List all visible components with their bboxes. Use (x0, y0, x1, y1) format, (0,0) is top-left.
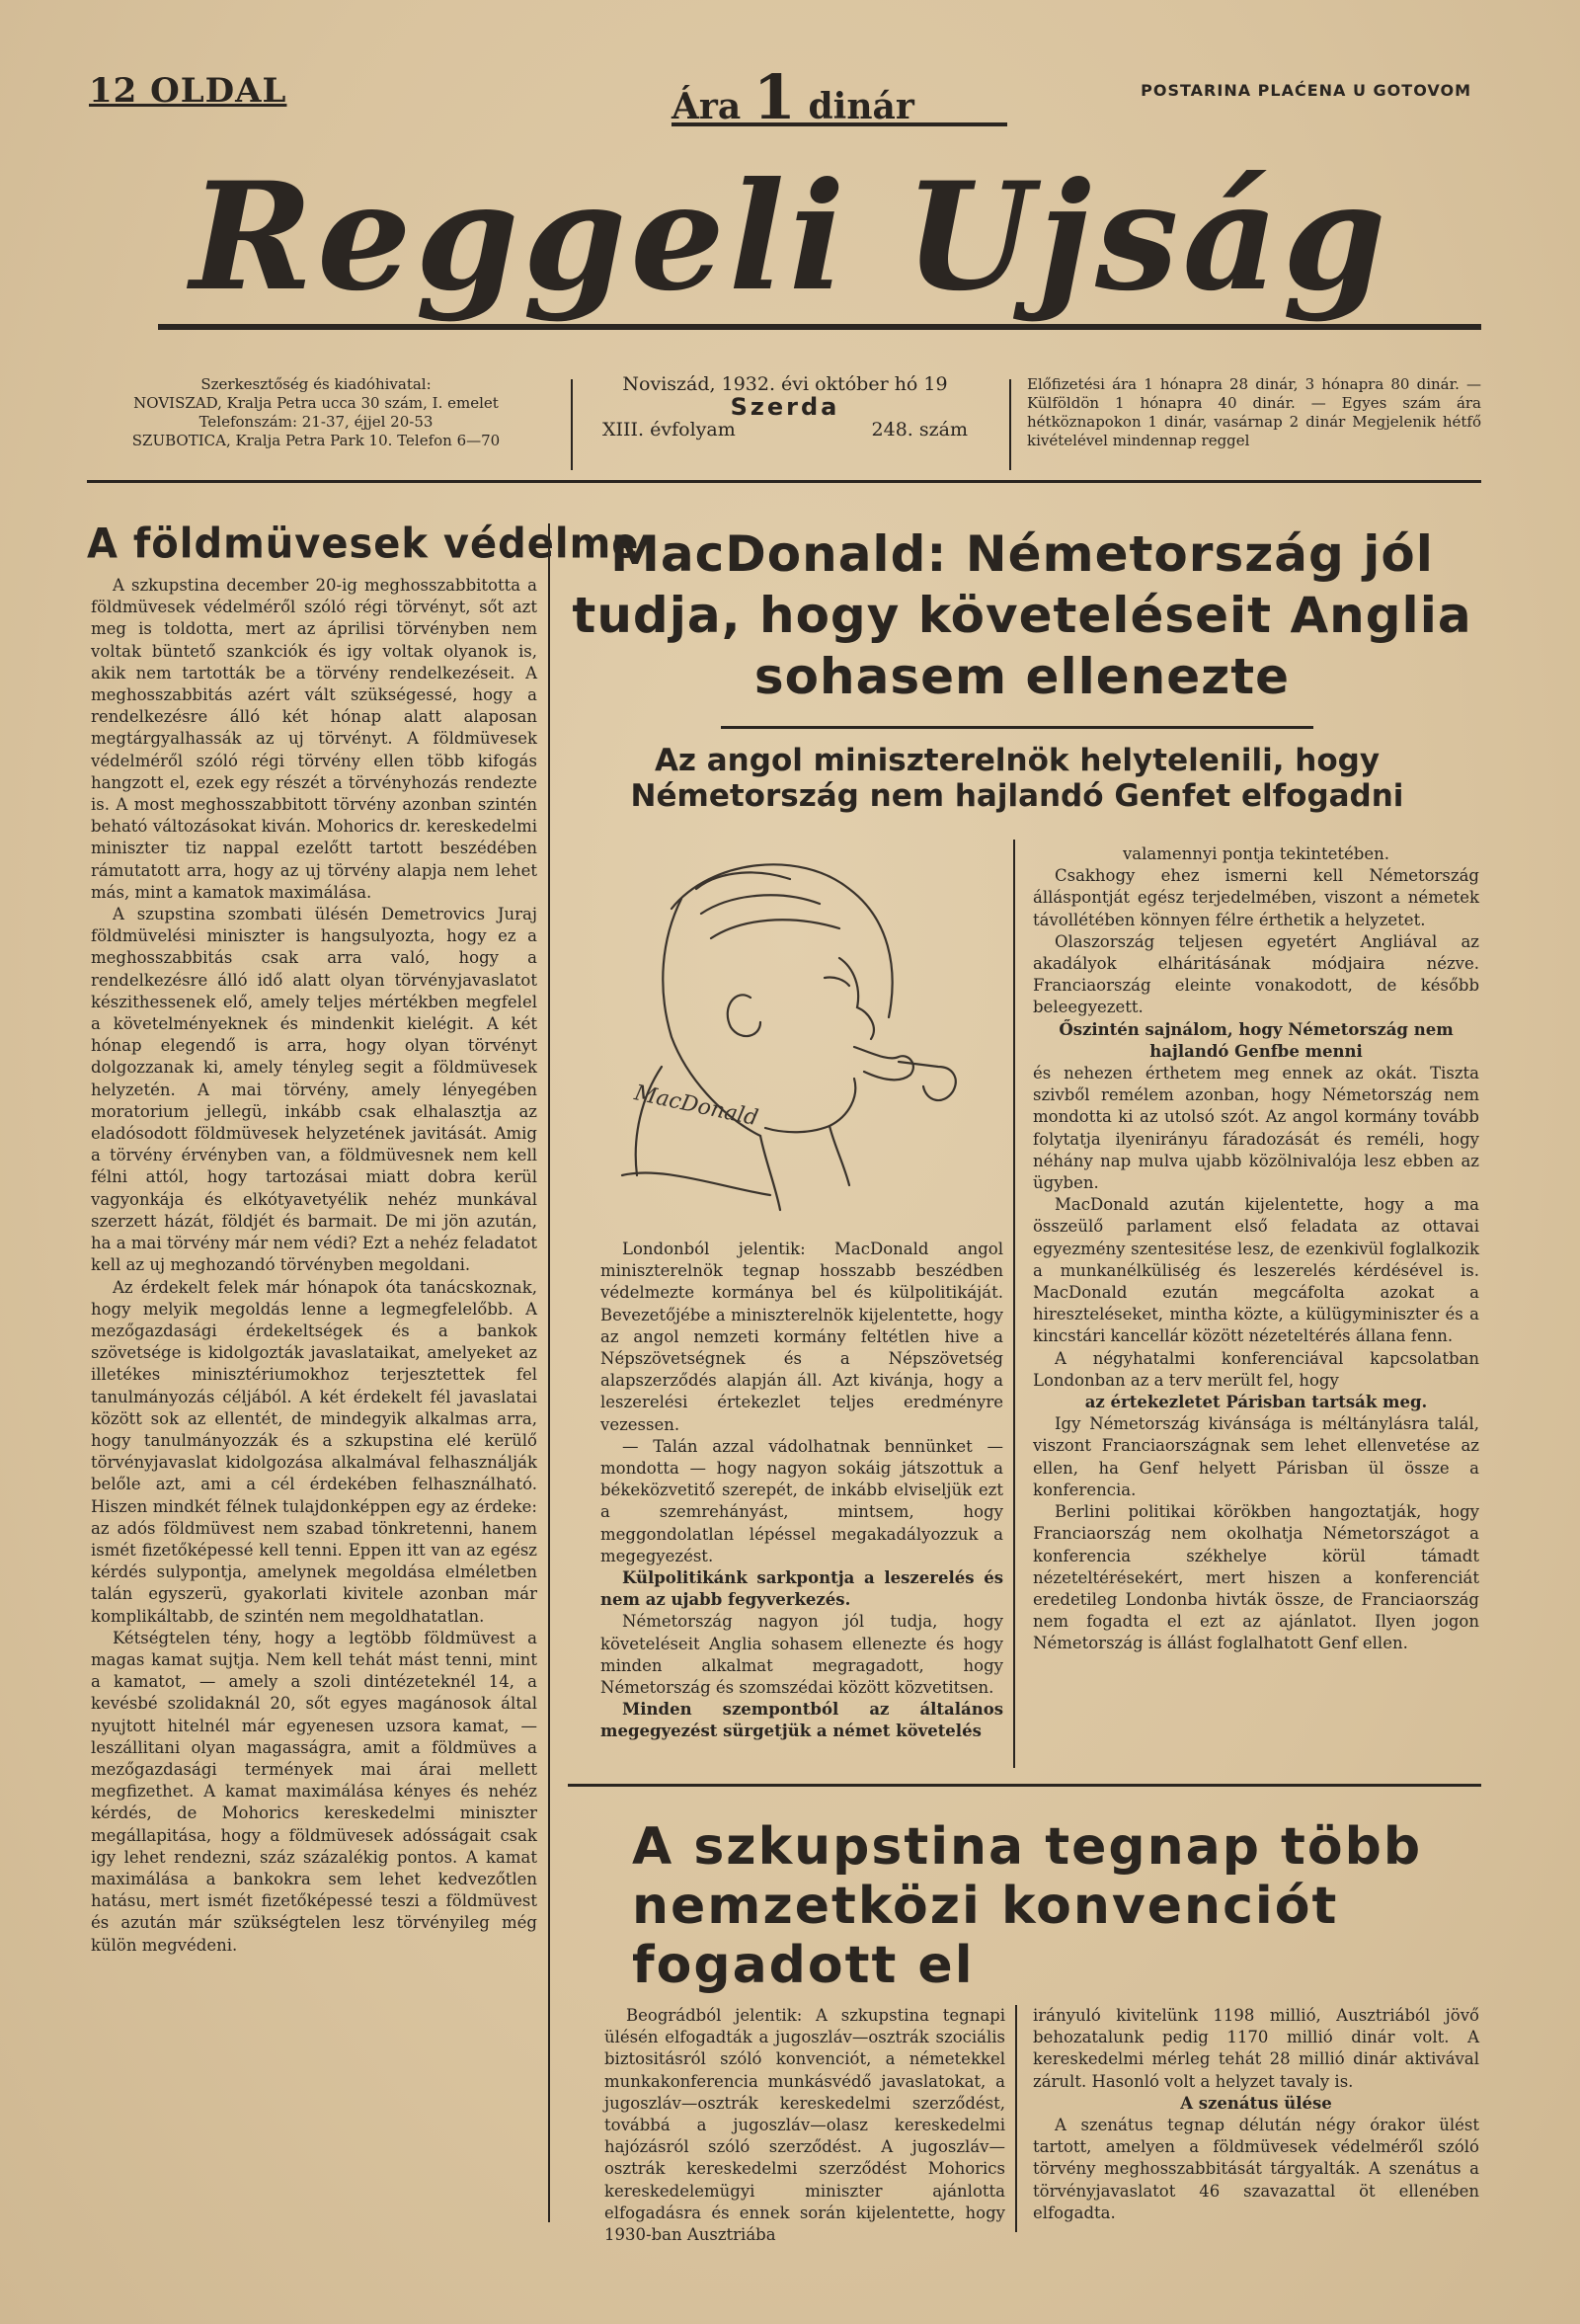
column-divider (1015, 2005, 1017, 2232)
paragraph: irányuló kivitelünk 1198 millió, Ausztriából jövő behozatalunk pedig 1170 millió dinár volt. A kereskedelmi mérleg tehát 28 millió dinár aktivával zárult. Hasonló volt a helyzet tavaly is. (1033, 2006, 1479, 2091)
paragraph: A szenátus tegnap délután négy órakor ülést tartott, amelyen a földmüvesek védelméről szóló törvény meghosszabbitását tárgyalták. A szenátus a törvényjavaslatot 46 szavazattal öt ellenében elfogadta. (1033, 2116, 1479, 2222)
paragraph: Németország nagyon jól tudja, hogy követeléseit Anglia sohasem ellenezte és hogy minden alkalmat megragadott, hogy Németország és szomszédai között közvetitsen. (600, 1612, 1003, 1698)
info-bottom-rule (87, 480, 1481, 483)
left-article-body (91, 575, 537, 1957)
paragraph: MacDonald azután kijelentette, hogy a ma összeülő parlament első feladata az ottavai egyezmény szentesitése lesz, de ezenkivül foglalkozik a munkanélküliség és leszerelés kérdésével is. MacDonald ezután megcáfolta azokat a hireszteléseket, mintha közte, a külügyminiszter és a kincstári kancellár között nézeteltérés állana fenn. (1033, 1195, 1479, 1346)
paragraph: Csakhogy ehez ismerni kell Németország álláspontját egész terjedelmében, viszont a németek távollétében könnyen félre érthetik a helyzetet. (1033, 866, 1479, 929)
sketch-signature: MacDonald (632, 1081, 760, 1132)
column-divider (548, 523, 550, 2222)
paragraph: Berlini politikai körökben hangoztatják, hogy Franciaország nem okolhatja Németországot a konferencia székhelye körül támadt nézeteltérésekért, mert hiszen a konferenciát eredetileg Londonba hivták össze, de Franciaország nem fogadta el ezt az ajánlatot. Ilyen jogon Németország is állást foglalhatott Genf ellen. (1033, 1502, 1479, 1653)
info-divider (571, 379, 573, 470)
paragraph: Külpolitikánk sarkpontja a leszerelés és nem az ujabb fegyverkezés. (600, 1568, 1003, 1610)
paragraph: Minden szempontból az általános megegyezést sürgetjük a német követelés (600, 1700, 1003, 1741)
bottom-article-col1 (604, 2005, 1005, 2246)
paragraph: A szkupstina december 20-ig meghosszabbitotta a földmüvesek védelméről szóló régi törvényt, sőt azt meg is toldotta, mert az áprilisi törvényben nem voltak büntető szankciók és igy voltak olyanok is, akik nem tartották be a törvény rendelkezéseit. A meghosszabbitás azért vált szükségessé, hogy a rendelkezésre álló két hónap alatt alaposan megtárgyalhassák az uj törvényt. A földmüvesek védelméről szóló régi törvény ellen több kifogás hangzott el, ezek egy részét a törvényhozás rendezte is. A most meghosszabbitott törvény azonban szintén beható változásokat kiván. Mohorics dr. kereskedelmi miniszter tiz nappal ezelőtt tartott beszédében rámutatott arra, hogy az uj törvény alapja nem lehet más, mint a kamatok maximálása. (91, 576, 537, 902)
left-article-headline: A földmüvesek védelme (87, 520, 640, 569)
issue-volume: XIII. évfolyam (602, 419, 736, 441)
paragraph: valamennyi pontja tekintetében. (1122, 844, 1390, 863)
column-divider (1013, 840, 1015, 1768)
paragraph: Őszintén sajnálom, hogy Németország nem hajlandó Genfbe menni (1059, 1019, 1454, 1061)
main-article-col1 (600, 1239, 1003, 1743)
subheadline-rule (721, 726, 1313, 729)
editorial-line: Telefonszám: 21-37, éjjel 20-53 (198, 413, 434, 431)
main-article-subheadline: Az angol miniszterelnök helytelenili, hogy Németország nem hajlandó Genfet elfogadni (630, 743, 1404, 814)
bottom-article-col2 (1033, 2005, 1479, 2224)
price-underline (672, 122, 1007, 126)
editorial-line: SZUBOTICA, Kralja Petra Park 10. Telefon 6—70 (131, 432, 501, 449)
issue-info (602, 375, 968, 484)
paragraph: — Talán azzal vádolhatnak bennünket — mondotta — hogy nagyon sokáig játszottuk a békeközvetitő szerepét, de inkább elviseljük ezt a szemrehányást, mintsem, hogy meggondolatlan lépéssel megakadályozzuk a megegyezést. (600, 1436, 1003, 1565)
masthead (59, 138, 1521, 336)
main-article-col2 (1033, 843, 1479, 1655)
page-number: 12 OLDAL (89, 71, 287, 111)
editorial-line: Szerkesztőség és kiadóhivatal: (200, 375, 432, 393)
editorial-line: NOVISZAD, Kralja Petra ucca 30 szám, I. emelet (133, 394, 499, 412)
macdonald-portrait-sketch (602, 820, 988, 1215)
price-number: 1 (752, 61, 796, 133)
info-divider (1009, 379, 1011, 470)
issue-numbers (602, 421, 968, 440)
paragraph: Olaszország teljesen egyetért Angliával az akadályok elháritásának módjaira nézve. Franciaország eleinte vonakodott, de később beleegyezett. (1033, 931, 1479, 1017)
paragraph: és nehezen érthetem meg ennek az okát. Tiszta szivből remélem azonban, hogy Németország nem mondotta ki az utolsó szót. Az angol kormány tovább folytatja ilyenirányu fáradozását és reméli, hogy néhány nap mulva ujabb közölnivalója lesz ebben az ügyben. (1033, 1064, 1479, 1193)
paragraph: Kétségtelen tény, hogy a legtöbb földmüvest a magas kamat sujtja. Nem kell tehát mást tenni, mint a kamatot, — amely a szoli dintézeteknél 14, a kevésbé szolidaknál 20, sőt egyes magánosok által nyujtott hitelnél már egyenesen uzsora kamat, — leszállitani olyan magasságra, amit a földmüves a mezőgazdasági termények mai árai mellett megfizethet. A kamat maximálása kényes és nehéz kérdés, de Mohorics kereskedelmi miniszter megállapitása, hogy a földmüvesek adósságait csak igy lehet rendezni, száz százalékig pontos. A kamat maximálása a bankokra sem lehet kedvezőtlen hatásu, mert ismét fizetőképessé teszi a földmüvest és azután már szükségtelen lesz törvényileg még külön megvédeni. (91, 1628, 537, 1955)
top-bar (89, 61, 1471, 133)
paragraph: az értekezletet Párisban tartsák meg. (1084, 1393, 1428, 1412)
paragraph: Beográdból jelentik: A szkupstina tegnapi ülésén elfogadták a jugoszláv—osztrák szociális biztositásról szóló konvenciót, a németekkel munkakonferencia munkásvédő javaslatokat, a jugoszláv—osztrák kereskedelmi szerződést, továbbá a jugoszláv—olasz kereskedelmi hajózásról szóló szerződést. A jugoszláv—osztrák kereskedelmi szerződést Mohorics kereskedelemügyi miniszter ajánlotta elfogadásra és ennek során kijelentette, hogy 1930-ban Ausztriába (604, 2006, 1005, 2245)
paragraph: A négyhatalmi konferenciával kapcsolatban Londonban az a terv merült fel, hogy (1033, 1348, 1479, 1390)
subscription-info: Előfizetési ára 1 hónapra 28 dinár, 3 hónapra 80 dinár. — Külföldön 1 hónapra 40 dinár. — Egyes szám ára hétköznapokon 1 dinár, vasárnap 2 dinár Megjelenik hétfő kivételével mindennap reggel (1027, 375, 1481, 449)
price-suffix: dinár (808, 86, 914, 127)
masthead-rule (158, 324, 1481, 330)
issue-number: 248. szám (871, 419, 968, 441)
price-prefix: Ára (672, 86, 742, 127)
issue-date: Noviszád, 1932. évi október hó 19 (622, 373, 948, 395)
issue-weekday: Szerda (730, 393, 840, 421)
paragraph: Igy Németország kivánsága is méltánylásra talál, viszont Franciaországnak sem lehet ellenvetése az ellen, ha Genf helyett Párisban ül össze a konferencia. (1033, 1414, 1479, 1499)
main-article-headline: MacDonald: Németország jól tudja, hogy követeléseit Anglia sohasem ellenezte (572, 525, 1472, 705)
paragraph: Az érdekelt felek már hónapok óta tanácskoznak, hogy melyik megoldás lenne a legmegfelelőbb. A mezőgazdasági érdekeltségek és a bankok szövetsége is kidolgozták javaslataikat, amelyeket az illetékes minisztériumokhoz terjesztettek fel tanulmányozás céljából. A két érdekelt fél javaslatai között sok az ellentét, de mindegyik alkalmas arra, hogy tanulmányozzák és a szkupstina elé kerülő törvényjavaslat kidolgozása alkalmával felhasználják belőle azt, ami a cél érdekében felhasználható. Hiszen mindkét félnek tulajdonképpen egy az érdeke: az adós földmüvest nem szabad tönkretenni, hanem ismét fizetőképessé kell tenni. Eppen itt van az egész kérdés sulypontja, amelynek megoldása elméletben talán egyszerü, gyakorlati kivitele azonban már komplikáltabb, de szintén nem megoldhatatlan. (91, 1277, 537, 1626)
bottom-section-rule (568, 1784, 1481, 1787)
postal-note: POSTARINA PLAĆENA U GOTOVOM (1141, 81, 1471, 100)
paragraph: Londonból jelentik: MacDonald angol miniszterelnök tegnap hosszabb beszédben védelmezte kormánya bel és külpolitikáját. Bevezetőjébe a miniszterelnök kijelentette, hogy az angol nemzeti kormány feltétlen hive a Népszövetségnek és a Népszövetség alapszerződés alapján áll. Azt kivánja, hogy a leszerelési értekezlet teljes eredményre vezessen. (600, 1240, 1003, 1434)
paragraph: A szenátus ülése (1180, 2093, 1332, 2113)
editorial-info (89, 375, 543, 484)
bottom-article-headline: A szkupstina tegnap több nemzetközi konvenciót fogadott el (632, 1817, 1423, 1995)
masthead-title: Reggeli Ujság (190, 150, 1390, 324)
paragraph: A szupstina szombati ülésén Demetrovics Juraj földmüvelési miniszter is hangsulyozta, hogy ez a meghosszabbitás csak arra való, hogy a rendelkezésre álló idő alatt olyan törvényjavaslatot készithessenek elő, amely teljes mértékben megfelel a követelményeknek és mindenkit kielégit. A két hónap elegendő is arra, hogy olyan törvényt dolgozzanak ki, amely tényleg segit a földmüvesek helyzetén. A mai törvény, amely lényegében moratorium jellegü, inkább csak elhalasztja az eladósodott földmüvesek helyzetének javitását. Amig a törvény érvényben van, a földmüvesnek nem kell félni attól, hogy tartozásai miatt dobra kerül vagyonkája és elkótyavetyélik nehéz munkával szerzett házát, földjét és barmait. De mi jön azután, ha a mai törvény már nem védi? Ezt a nehéz feladatot kell az uj meghozandó törvényben megoldani. (91, 905, 537, 1275)
